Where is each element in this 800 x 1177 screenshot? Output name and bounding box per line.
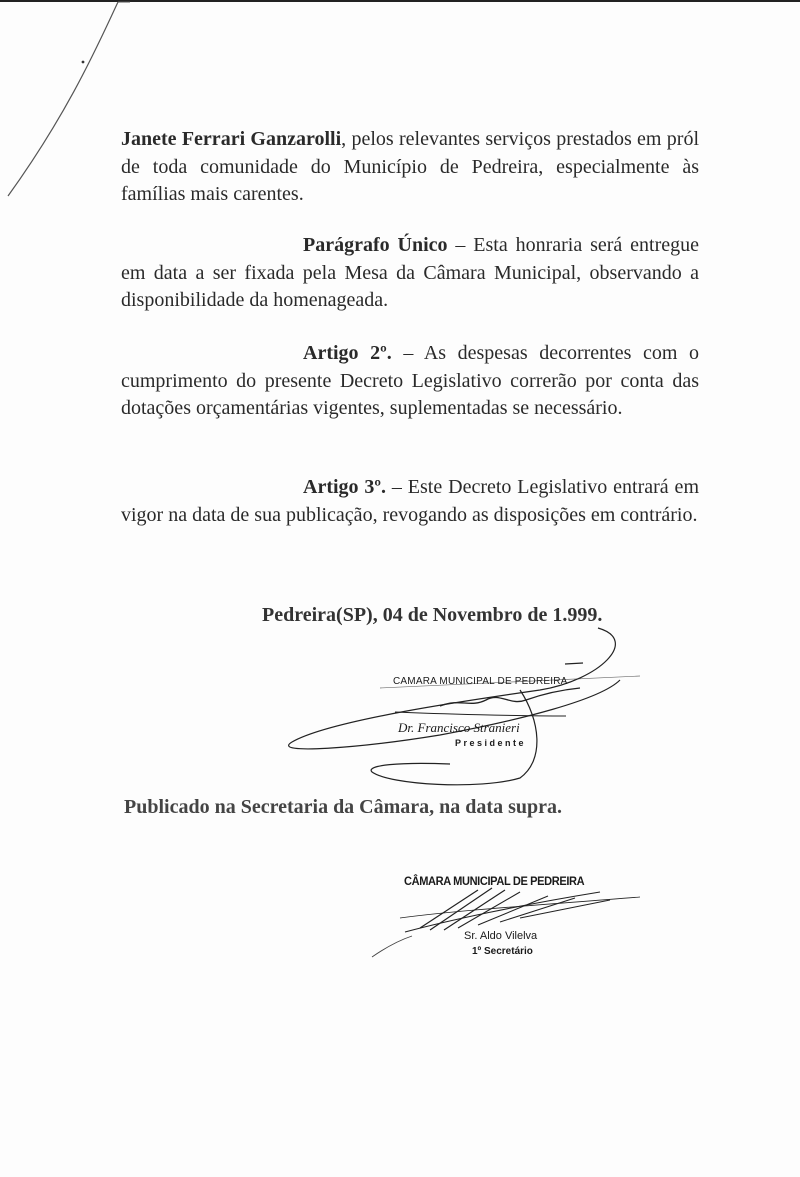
paragraph-unico-text: – Esta honraria será entregue em data a ser fixada pela Mesa da Câmara Municipal, observando a disponibilidade da homenageada. [121,234,699,311]
article-2-heading: Artigo 2º. [303,342,392,364]
paragraph-unico-heading: Parágrafo Único [303,234,448,256]
published-line: Publicado na Secretaria da Câmara, na data supra. [124,796,562,818]
stamp1-role: Presidente [455,738,527,748]
article-3-text: – Este Decreto Legislativo entrará em vigor na data de sua publicação, revogando as disposições em contrário. [121,476,699,526]
honoree-name: Janete Ferrari Ganzarolli [121,128,342,150]
paragraph-honoree-text: , pelos relevantes serviços prestados em pról de toda comunidade do Município de Pedreira, especialmente às famílias mais carentes. [121,128,699,205]
stamp2-title: CÂMARA MUNICIPAL DE PEDREIRA [404,874,585,888]
article-3-heading: Artigo 3º. [303,476,387,498]
stamp1-name: Dr. Francisco Stranieri [398,720,520,735]
stamp2-role: 1º Secretário [472,946,533,957]
stamp2-name: Sr. Aldo Vilelva [464,930,538,942]
date-line: Pedreira(SP), 04 de Novembro de 1.999. [262,604,603,626]
article-2-text: – As despesas decorrentes com o cumprimento do presente Decreto Legislativo correrão por conta das dotações orçamentárias vigentes, suplementadas se necessário. [121,342,699,419]
stamp1-title: CAMARA MUNICIPAL DE PEDREIRA [393,676,568,687]
